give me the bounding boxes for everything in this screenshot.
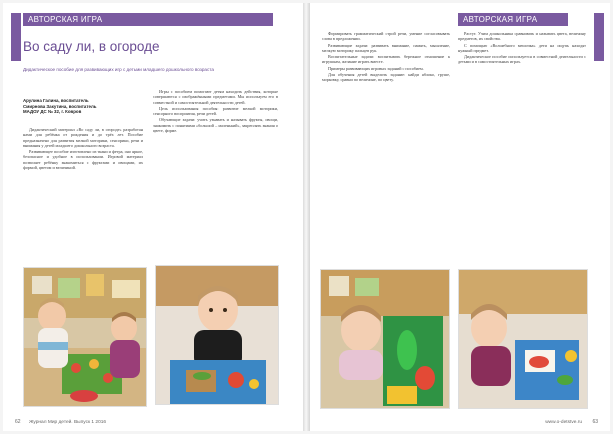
purple-tab	[11, 13, 21, 61]
text-column-1	[23, 127, 143, 275]
text-column-2	[458, 31, 586, 269]
footer-text: Журнал Мир детей. Выпуск 1 2016	[29, 420, 107, 425]
paragraph: Обучающие задачи: учить узнавать и называть фрукты, овощи, знакомить с понятиями «большой – маленький», закреплять знания о цвете, форме.	[153, 117, 278, 134]
left-page	[3, 3, 303, 431]
paragraph: Развивающее пособие изготовлено из ткани и фетра, оно яркое, безопасное и удобное в использовании. Игровой материал позволяет ребёнку знакомиться с фруктами и овощами, их формой, цветом и величиной.	[23, 149, 143, 171]
text-column-2	[153, 89, 278, 275]
page-number: 63	[592, 419, 598, 425]
paragraph: Для обучения детей выделить задание: найди яблоко, груше, морковку, сравни по величине, по цвету.	[322, 72, 450, 83]
photo-image	[321, 270, 450, 409]
author-line: МАДОУ ДС № 32, г. Ковров	[23, 109, 82, 115]
paragraph: Формировать грамматический строй речи, умение согласовывать слова в предложении.	[322, 31, 450, 42]
photo-child-playing-4	[458, 269, 588, 409]
photo-image	[24, 268, 147, 407]
paragraph: С помощью «Волшебного мешочка» дети на ощупь находят нужный предмет.	[458, 42, 586, 53]
author-line: Арулина Галина, воспитатель	[23, 98, 89, 103]
right-page	[310, 3, 610, 431]
paragraph: Дидактический материал «Во саду ли, в огороде» разработан нами для ребёнка от рождения и до трёх лет. Пособие предназначено для развития мелкой моторики, сенсорики, речи и внимания у детей младшего дошкольного возраста.	[23, 127, 143, 148]
purple-tab	[594, 13, 604, 61]
author-line: Смирнова Закутина, воспитатель	[23, 103, 97, 109]
photo-image	[156, 266, 279, 405]
paragraph: Цель использования пособия: развитие мелкой моторики, сенсорного восприятия, речи детей.	[153, 105, 278, 117]
paragraph: Развивающие задачи: развивать внимание, память, мышление, мелкую моторику пальцев рук.	[322, 42, 450, 53]
author-list	[23, 98, 143, 115]
photo-child-playing-3	[320, 269, 450, 409]
paragraph: Игры с пособием помогают детям находить действия, которые совершаются с изображёнными предметами. Мы используем его в совместной и самостоятельной деятельности детей.	[153, 89, 278, 105]
article-subtitle: Дидактическое пособие для развивающих игр с детьми младшего дошкольного возраста	[23, 67, 214, 72]
footer-text: www.o-detstve.ru	[545, 420, 582, 425]
section-banner: АВТОРСКАЯ ИГРА	[23, 13, 273, 26]
paragraph: Дидактическое пособие используется в совместной деятельности с детьми и в самостоятельных играх.	[458, 54, 586, 65]
photo-child-playing-2	[155, 265, 279, 405]
page-number: 62	[15, 419, 21, 425]
paragraph: Примеры развивающих игровых заданий с пособием.	[328, 65, 424, 71]
article-title: Во саду ли, в огороде	[23, 39, 160, 54]
photo-image	[459, 270, 588, 409]
binding-gutter	[303, 3, 310, 431]
text-column-1	[322, 31, 450, 269]
paragraph: Воспитательные задачи: воспитывать бережное отношение к игрушкам, желание играть вместе.	[322, 54, 450, 65]
paragraph: Растут. Учим дошкольника сравнивать и называть цвета, величину предметов, их свойства.	[458, 31, 586, 42]
photo-child-playing-1	[23, 267, 147, 407]
section-banner: АВТОРСКАЯ ИГРА	[458, 13, 568, 26]
